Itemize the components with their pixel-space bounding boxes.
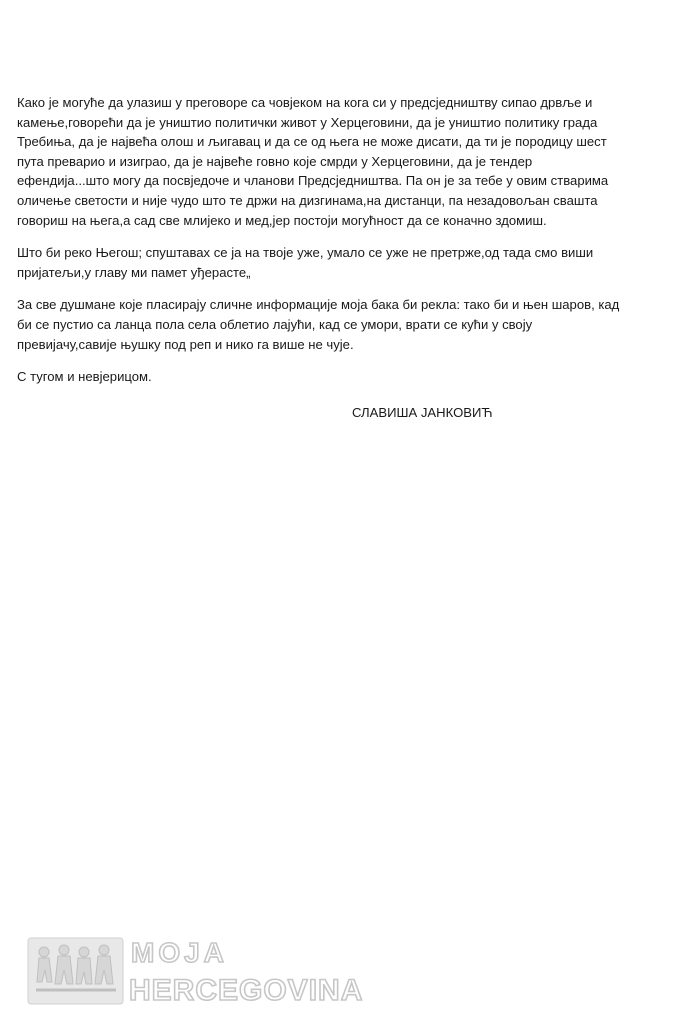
dancers-logo-icon [28, 938, 123, 1004]
letter-body [17, 93, 657, 400]
signature-name: СЛАВИША ЈАНКОВИЋ [352, 405, 493, 420]
letter-paragraph-2: Што би реко Његош; спуштавах се ја на твоје уже, умало се уже не претрже,од тада смо виши пријатељи,у главу ми памет уђерасте„ [17, 245, 594, 280]
letter-closing: С тугом и невјерицом. [17, 369, 152, 385]
svg-text:MOJA: MOJA [131, 937, 228, 968]
svg-text:HERCEGOVINA: HERCEGOVINA [129, 974, 364, 1007]
letter-paragraph-3: За све душмане које пласирају сличне информације моја бака би рекла: тако би и њен шаров, кад би се пустио са ланца пола села облетио лајући, кад се умори, врати се кући у своју превијачу,савије њушку под реп и нико га више не чује. [17, 297, 620, 352]
letter-paragraph-1: Како је могуће да улазиш у преговоре са човјеком на кога си у предсједништву сипао дрвље и камење,говорећи да је уништио политички живот у Херцеговини, да је уништио политику града Требиња, да је највећа олош и љигавац и да се од њега не може дисати, да ти је породицу шест пута преварио и изиграо, да је највеће говно које смрди у Херцеговини, да је тендер ефендија...што могу да посвједоче и чланови Предсједништва. Па он је за тебе у овим стварима оличење светости и није чудо што те држи на дизгинама,на дистанци, па незадовољан свашта говориш на њега,а сад све млијеко и мед,јер постоји могућност да се коначно здомиш. [17, 95, 609, 228]
watermark-logo [28, 930, 364, 1010]
